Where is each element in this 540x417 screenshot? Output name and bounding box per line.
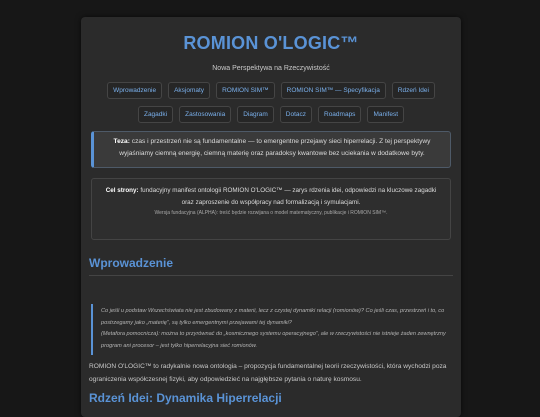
nav-link-romion-sim-spec[interactable]: ROMION SIM™ — Specyfikacja [281, 82, 386, 99]
nav-link-zastosowania[interactable]: Zastosowania [179, 106, 231, 123]
nav-link-roadmaps[interactable]: Roadmaps [318, 106, 361, 123]
nav-link-wprowadzenie[interactable]: Wprowadzenie [107, 82, 162, 99]
nav-link-rdzen-idei[interactable]: Rdzeń Idei [392, 82, 435, 99]
thesis-box [91, 131, 451, 168]
intro-paragraph: ROMION O'LOGIC™ to radykalnie nowa ontologia – propozycja fundamentalnej teorii rzeczywistości, która wychodzi poza ograniczenia współczesnej fizyki, aby odpowiedzieć na najgłębsze pytania o naturę kosmosu. [89, 363, 447, 383]
intro-divider [89, 275, 453, 276]
intro-quote [91, 304, 451, 355]
nav-link-diagram[interactable]: Diagram [237, 106, 274, 123]
page-title: ROMION O'LOGIC™ [183, 33, 359, 53]
nav-link-romion-sim[interactable]: ROMION SIM™ [216, 82, 275, 99]
intro-quote-line-2: (Metafora pomocnicza): można to przyrównać do „kosmicznego systemu operacyjnego”, ale w rzeczywistości nie istnieje żaden zewnętrzny program ani procesor – jest tylko hiperrelacyjna sieć romionów. [101, 331, 446, 349]
goal-box [91, 178, 451, 240]
nav-link-dolacz[interactable]: Dotacz [280, 106, 312, 123]
nav-link-zagadki[interactable]: Zagadki [138, 106, 173, 123]
nav-link-aksjomaty[interactable]: Aksjomaty [168, 82, 210, 99]
intro-heading: Wprowadzenie [89, 256, 174, 270]
nav-link-manifest[interactable]: Manifest [367, 106, 404, 123]
core-heading: Rdzeń Idei: Dynamika Hiperrelacji [89, 391, 282, 405]
thesis-text: czas i przestrzeń nie są fundamentalne — to emergentne przejawy sieci hiperrelacji. Z tej perspektywy wyjaśniamy ciemną energię, ciemną materię oraz paradoksy kwantowe bez uciekania w dodatkowe byty. [119, 138, 431, 157]
nav-bar [95, 82, 447, 123]
intro-quote-line-1: Co jeśli u podstaw Wszechświata nie jest zbudowany z materii, lecz z czystej dynamiki relacji (romionów)? Co jeśli czas, przestrzeń i to, co postrzegamy jako „materię”, są tylko emergentnymi przejawami tej dynamiki? [101, 308, 445, 326]
main-panel [81, 17, 461, 417]
goal-text: fundacyjny manifest ontologii ROMION O'LOGIC™ — zarys rdzenia idei, odpowiedzi na kluczowe zagadki oraz zaproszenie do współpracy nad formalizacją i symulacjami. [140, 187, 437, 206]
version-note: Wersja fundacyjna (ALPHA): treść będzie rozwijana o model matematyczny, publikacje i ROMION SIM™. [154, 210, 388, 216]
thesis-label: Teza: [113, 138, 130, 145]
goal-label: Cel strony: [105, 187, 139, 194]
page-subtitle: Nowa Perspektywa na Rzeczywistość [212, 65, 330, 72]
